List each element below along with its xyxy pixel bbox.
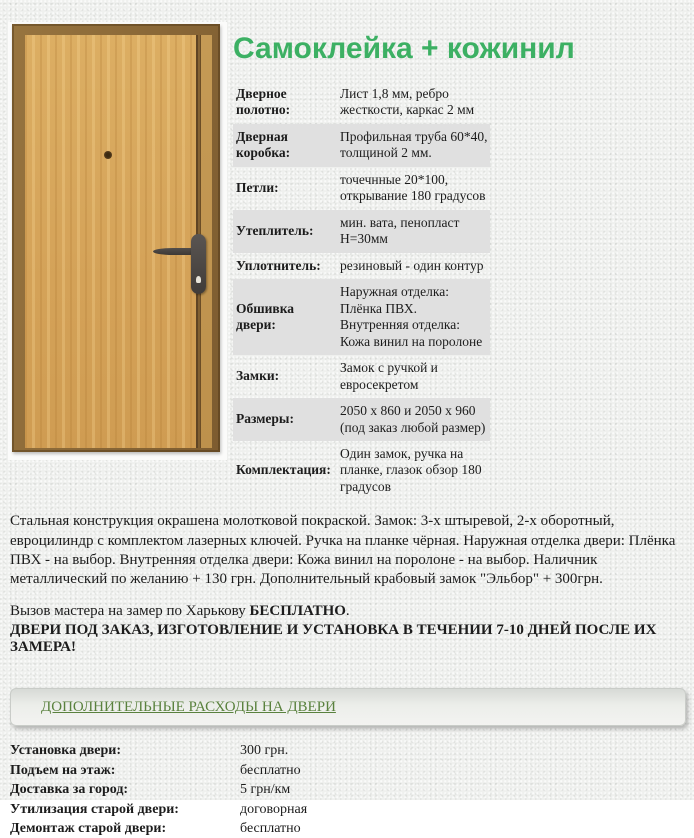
door-frame	[12, 24, 220, 452]
spec-value: Наружная отделка: Плёнка ПВХ. Внутренняя отделка: Кожа винил на поролоне	[337, 279, 490, 355]
extra-cost-value: бесплатно	[240, 821, 301, 836]
spec-row	[233, 355, 490, 398]
free-measure-line	[10, 603, 684, 620]
spec-row	[233, 81, 490, 124]
spec-label: Уплотнитель:	[236, 257, 321, 273]
spec-table	[233, 81, 490, 500]
spec-value: Замок с ручкой и евросекретом	[340, 360, 438, 392]
spec-value: Лист 1,8 мм, ребро жесткости, каркас 2 мм	[340, 86, 475, 118]
extra-cost-value: 300 грн.	[240, 743, 289, 759]
extra-cost-label: Подъем на этаж:	[10, 762, 116, 778]
spec-row	[233, 253, 490, 279]
spec-label: Дверное полотно:	[236, 86, 291, 118]
door-keyhole	[196, 276, 201, 283]
spec-label: Дверная коробка:	[233, 124, 337, 167]
free-measure-bold: БЕСПЛАТНО	[249, 603, 346, 620]
door-handle-lever	[153, 248, 193, 255]
right-column	[233, 22, 685, 500]
order-terms-line: ДВЕРИ ПОД ЗАКАЗ, ИЗГОТОВЛЕНИЕ И УСТАНОВКА В ТЕЧЕНИИ 7-10 ДНЕЙ ПОСЛЕ ИХ ЗАМЕРА!	[10, 622, 657, 656]
spec-row	[233, 167, 490, 210]
door-handle-plate	[191, 234, 206, 294]
spec-row	[233, 124, 490, 167]
extra-cost-value: бесплатно	[240, 762, 301, 778]
extra-cost-value: 5 грн/км	[240, 782, 291, 798]
top-section	[8, 22, 686, 500]
spec-label: Размеры:	[233, 398, 337, 441]
spec-value: Один замок, ручка на планке, глазок обзор 180 градусов	[340, 445, 482, 494]
door-peephole	[104, 151, 112, 159]
spec-label: Комплектация:	[236, 462, 331, 478]
extra-cost-label: Утилизация старой двери:	[10, 801, 179, 817]
extra-costs-bar	[10, 688, 686, 726]
door-panel	[25, 35, 198, 448]
free-measure-prefix: Вызов мастера на замер по Харькову	[10, 603, 250, 620]
spec-row	[233, 398, 490, 441]
extra-cost-label: Доставка за город:	[10, 782, 129, 798]
extra-cost-value: договорная	[240, 801, 308, 817]
extra-cost-label: Демонтаж старой двери:	[10, 821, 167, 836]
spec-row	[233, 441, 490, 500]
product-description: Стальная конструкция окрашена молотковой покраской. Замок: 3-х штыревой, 2-х оборотный, евроцилиндр с комплектом лазерных ключей. Ручка на планке чёрная. Наружная отделка двери: Плёнка ПВХ - на выбор. Внутренняя отделка двери: Кожа винил на поролоне - на выбор. Наличник металлический по желанию + 130 грн. Дополнительный крабовый замок "Эльбор" + 300грн.	[10, 513, 676, 587]
spec-label: Утеплитель:	[233, 210, 337, 253]
spec-label: Петли:	[236, 180, 279, 196]
extra-costs-link[interactable]: ДОПОЛНИТЕЛЬНЫЕ РАСХОДЫ НА ДВЕРИ	[41, 698, 336, 715]
extra-cost-label: Установка двери:	[10, 743, 122, 759]
spec-value: Профильная труба 60*40, толщиной 2 мм.	[337, 124, 490, 167]
spec-value: резиновый - один контур	[340, 257, 484, 273]
spec-value: мин. вата, пенопласт Н=30мм	[337, 210, 490, 253]
spec-row	[233, 210, 490, 253]
page-title: Самоклейка + кожинил	[233, 32, 575, 65]
spec-value: точечнные 20*100, открывание 180 градусов	[340, 171, 486, 204]
free-measure-suffix: .	[345, 603, 350, 620]
extra-costs-list	[10, 742, 684, 838]
spec-row	[233, 279, 490, 355]
spec-label: Замки:	[236, 368, 280, 384]
spec-label: Обшивка двери:	[233, 279, 337, 355]
door-photo	[8, 22, 227, 460]
spec-value: 2050 x 860 и 2050 x 960 (под заказ любой размер)	[337, 398, 490, 441]
